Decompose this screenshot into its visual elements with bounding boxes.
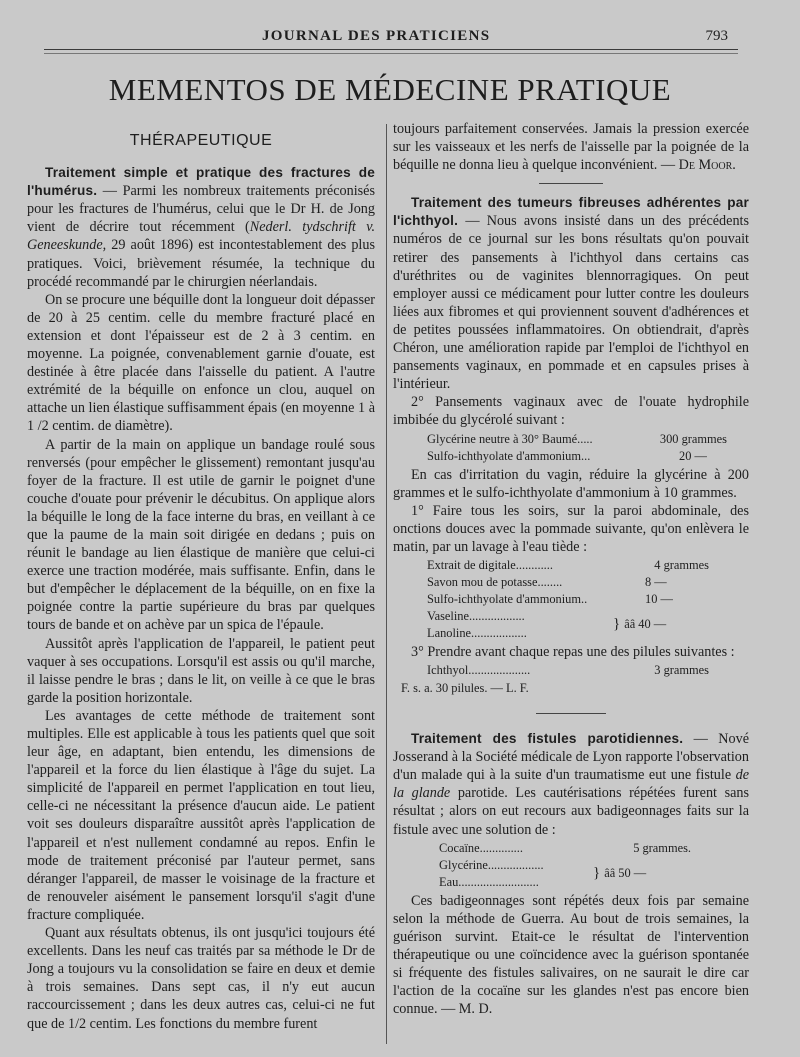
- prescription-pair: Vaseline .................. Lanoline .................. } ââ 40 —: [427, 608, 667, 640]
- header-rule-thin: [44, 53, 738, 54]
- emphasis-text: de la glande: [393, 767, 749, 802]
- ingredient-dose: ââ 40 —: [624, 617, 667, 632]
- paragraph-text: toujours parfaitement conservées. Jamais la pression exercée sur les vaisseaux et les nerfs de l'aisselle par la poignée de la béquille ne donna lieu à quelque inconvénient. —: [393, 121, 749, 174]
- page-number: 793: [705, 28, 728, 44]
- section-heading: THÉRAPEUTIQUE: [129, 132, 273, 149]
- article-title-ichthyol: Traitement des tumeurs fibreuses adhérentes par l'ichthyol.: [393, 195, 749, 229]
- prescription-glycerole: [427, 431, 727, 465]
- ingredient-name: Ichthyol: [427, 663, 469, 678]
- ingredient-dose: 8 —: [645, 574, 667, 589]
- ingredient-name: Extrait de digitale: [427, 557, 516, 572]
- header-rule: [44, 49, 738, 50]
- brace: }: [613, 616, 621, 633]
- ingredient-dose: 300 grammes: [659, 431, 727, 446]
- ingredient-name: Glycérine neutre à 30° Baumé: [427, 431, 578, 446]
- ingredient-name: Savon mou de potasse: [427, 574, 538, 589]
- journal-title: JOURNAL DES PRATICIENS: [262, 28, 491, 44]
- leader-dots: ....................: [468, 663, 531, 678]
- leader-dots: ..: [581, 591, 588, 606]
- ingredient-dose: 10 —: [645, 591, 673, 606]
- paragraph: Ces badigeonnages sont répétés deux fois par semaine selon la méthode de Guerra. Au bout de trois semaines, la guérison survint. Etait-ce le résultat de l'intervention thérapeutique ou une coïncidence avec la guérison spontanée si fréquente des fistules salivaires, on ne saurait le dire car l'action de la cocaïne sur les glandes n'est pas encore bien connue. — M. D.: [393, 892, 749, 1018]
- paragraph: En cas d'irritation du vagin, réduire la glycérine à 200 grammes et le sulfo-ichthyolate d'ammonium à 10 grammes.: [393, 466, 749, 501]
- prescription-row: [427, 448, 727, 465]
- left-column: [27, 124, 375, 1033]
- prescription-row: [427, 557, 709, 574]
- prescription-pilules: [427, 662, 709, 679]
- prescription-row: [427, 591, 709, 608]
- ingredient-dose: 4 grammes: [654, 557, 709, 572]
- ingredient-name: Sulfo-ichthyolate d'ammonium: [427, 448, 581, 463]
- article-fistules-intro: [393, 730, 749, 839]
- leader-dots: ..............: [479, 840, 523, 855]
- paragraph: 2° Pansements vaginaux avec de l'ouate hydrophile imbibée du glycérolé suivant :: [393, 394, 749, 429]
- paragraph: 1° Faire tous les soirs, sur la paroi abdominale, des onctions douces avec la pommade suivante, qu'on enlèvera le matin, par un lavage à l'eau tiède :: [393, 502, 749, 555]
- ingredient-name: Cocaïne: [439, 840, 480, 855]
- prescription-row: [427, 431, 727, 448]
- ingredient-dose: ââ 50 —: [604, 866, 647, 881]
- ingredient-name: Eau: [439, 874, 459, 889]
- article-ichthyol-intro: [393, 194, 749, 393]
- leader-dots: ............: [515, 557, 553, 572]
- paragraph: A partir de la main on applique un bandage roulé sous renversés (pour empêcher le glissement) remontant jusqu'au foyer de la fracture. Il est utile de garnir le poignet d'une couche d'ouate pour prévenir le décubitus. On applique alors la béquille le long de la face interne du bras, en veillant à ce que la paume de la main soit dirigée en dedans ; puis on réunit le bandage au lien élastique de manière que celui-ci exerce une traction modérée, mais suffisante. Enfin, dans le but d'empêcher le déplacement de la béquille, on en fixe la poignée contre la partie supérieure du bras par quelques tours de bande et on achève par un spica de l'épaule.: [27, 436, 375, 634]
- prescription-pommade: [427, 557, 709, 642]
- ingredient-dose: 20 —: [679, 448, 707, 463]
- prescription-cocaine: [439, 840, 691, 891]
- running-head: [0, 28, 800, 48]
- paragraph-text: — Nové Josserand à la Société médicale de Lyon rapporte l'observation d'un malade qui à la suite d'un traumatisme eut une fistule: [393, 731, 749, 784]
- article-separator: [539, 183, 603, 184]
- paragraph: Les avantages de cette méthode de traitement sont multiples. Elle est applicable à tous les patients quel que soit leur âge, en adaptant, bien entendu, les dimensions de l'appareil et la force du lien élastique à l'âge du sujet. La simplicité de l'appareil en permet l'application en tout lieu, celle-ci ne nécessitant la présence d'aucun aide. Le patient voit ses douleurs disparaître aussitôt après l'application de l'appareil et n'est nullement condamné au repos. Enfin le mode de traitement préconisé par l'auteur permet, sans déranger l'appareil, de masser le voisinage de la fracture et de renouveler aisément le pansement lorsqu'il s'agit d'une fracture compliquée.: [27, 707, 375, 923]
- paragraph: 3° Prendre avant chaque repas une des pilules suivantes :: [411, 643, 735, 660]
- article-title-fistules: Traitement des fistules parotidiennes.: [411, 731, 684, 747]
- article-fractures-intro: [27, 164, 375, 291]
- prescription-row: [427, 574, 709, 591]
- article-separator: [536, 713, 606, 714]
- ingredient-name: Glycérine: [439, 857, 488, 872]
- leader-dots: ........: [537, 574, 563, 589]
- leader-dots: ...: [581, 448, 591, 463]
- main-title: MEMENTOS DE MÉDECINE PRATIQUE: [108, 72, 672, 107]
- paragraph-text: — Parmi les nombreux traitements préconisés pour les fractures de l'humérus, celui que le Dr H. de Jong vient de décrire tout récemment (: [27, 183, 375, 236]
- article-title-fractures: Traitement simple et pratique des fractures de l'humérus.: [27, 165, 375, 199]
- prescription-pair: Glycérine .................. Eau .......................... } ââ 50 —: [439, 857, 647, 889]
- paragraph-text: parotide. Les cautérisations répétées furent sans résultat ; alors on eut recours aux badigeonnages faits sur la fistule avec une solution de :: [393, 785, 749, 838]
- ingredient-name: Lanoline: [427, 625, 472, 640]
- ingredient-name: Sulfo-ichthyolate d'ammonium: [427, 591, 581, 606]
- ingredient-dose: 5 grammes.: [633, 840, 691, 855]
- paragraph-text: 29 août 1896) est incontestablement des plus pratiques. Voici, brièvement résumée, la technique du procédé recommandé par le chirurgien néerlandais.: [27, 237, 375, 290]
- paragraph-text: — Nous avons insisté dans un des précédents numéros de ce journal sur les bons résultats qu'on pouvait retirer des pansements à l'ichthyol dans certains cas d'uréthrites ou de vaginites blennorragiques. On peut employer aussi ce médicament pour lutter contre les douleurs liées aux fibromes et qui proviennent souvent d'adhérences et de petites poussées inflammatoires. On obtiendrait, d'après Chéron, une amélioration rapide par l'emploi de l'ichthyol en pansements vaginaux, en pommade et en capsules prises à l'intérieur.: [393, 213, 749, 393]
- prescription-note: F. s. a. 30 pilules. — L. F.: [401, 681, 529, 696]
- prescription-row: [439, 840, 691, 857]
- leader-dots: .....: [577, 431, 593, 446]
- paragraph: On se procure une béquille dont la longueur doit dépasser de 20 à 25 centim. celle du membre fracturé placé en extension et dont l'épaisseur est de 2 à 3 centim. en moyenne. La poignée, convenablement garnie d'ouate, est destinée à être placée dans l'aisselle du patient. A l'autre extrémité de la béquille on enfonce un clou, auquel on attache un lien élastique suffisamment épais (en moyenne 1 à 1 /2 centim. de diamètre).: [27, 291, 375, 435]
- right-column: [393, 120, 749, 1018]
- brace: }: [593, 865, 601, 882]
- ingredient-name: Vaseline: [427, 608, 469, 623]
- paragraph: Quant aux résultats obtenus, ils ont jusqu'ici toujours été excellents. Dans les neuf cas traités par sa méthode le Dr de Jong a toujours vu la consolidation se faire en deux et demie à trois semaines. Dans sept cas, il n'y eut aucun raccourcissement ; dans les deux autres cas, celui-ci ne fut que de 1/2 centim. Les fonctions du membre furent: [27, 925, 375, 1032]
- prescription-row: [427, 662, 709, 679]
- paragraph-continued: [393, 120, 749, 174]
- ingredient-dose: 3 grammes: [654, 663, 709, 678]
- author-signature: De Moor.: [678, 157, 736, 174]
- paragraph: Aussitôt après l'application de l'appareil, le patient peut vaquer à ses occupations. Lorsqu'il est assis ou qu'il marche, il laisse pendre le bras ; dans le lit, on veille à ce que le bras garde la position horizontale.: [27, 635, 375, 706]
- source-citation: Nederl. tydschrift v. Geneeskunde,: [27, 219, 376, 254]
- column-divider: [386, 124, 387, 1044]
